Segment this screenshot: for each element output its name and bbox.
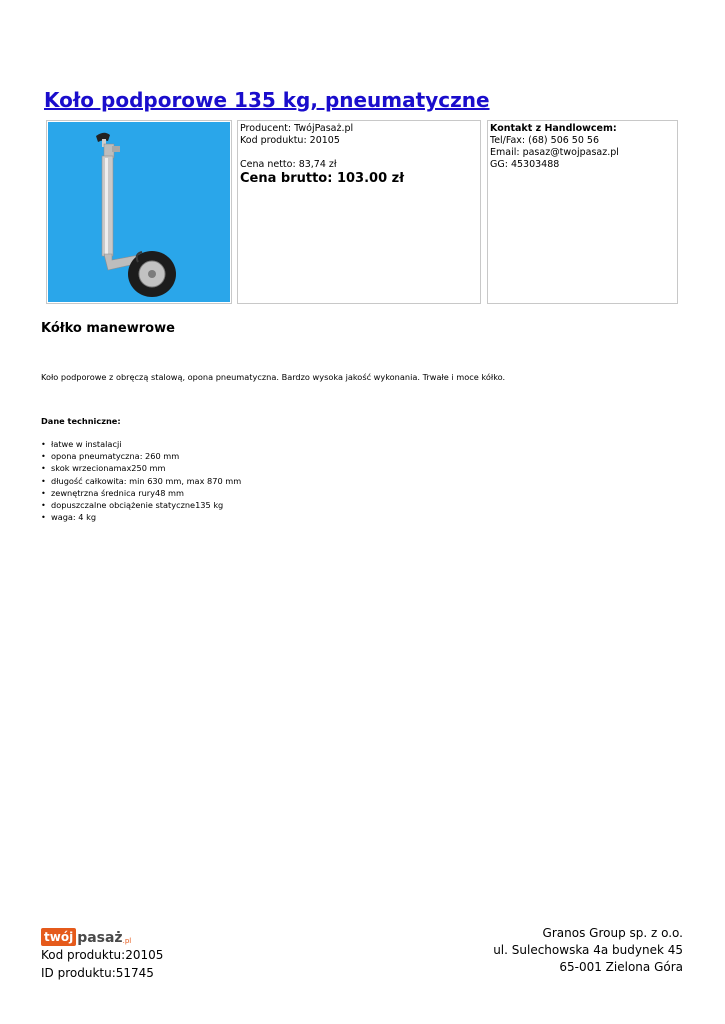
footer-address: [493, 925, 683, 976]
bullet-icon: •: [41, 463, 46, 474]
contact-cell: [487, 120, 678, 304]
contact-email: Email: pasaz@twojpasaz.pl: [490, 147, 619, 158]
contact-phone: Tel/Fax: (68) 506 50 56: [490, 135, 599, 146]
bullet-icon: •: [41, 487, 46, 498]
description-text: Koło podporowe z obręczą stalową, opona pneumatyczna. Bardzo wysoka jakość wykonania. Trwałe i moce kółko.: [41, 372, 506, 382]
product-info-cell: [237, 120, 481, 304]
logo-twoj: twój: [41, 928, 76, 946]
list-item: • łatwe w instalacji: [41, 439, 122, 449]
jockey-wheel-image: [48, 122, 230, 302]
product-image-cell: [46, 120, 232, 304]
tech-specs-list: [41, 438, 241, 523]
company-street: ul. Sulechowska 4a budynek 45: [493, 943, 683, 957]
logo-pasaz: pasaż: [77, 930, 123, 946]
footer-product-code: Kod produktu:20105: [41, 948, 164, 962]
bullet-icon: •: [41, 500, 46, 511]
product-photo: [48, 122, 230, 302]
product-title-link[interactable]: Koło podporowe 135 kg, pneumatyczne: [44, 88, 490, 112]
footer-product-id: ID produktu:51745: [41, 966, 154, 980]
product-code-text: Kod produktu: 20105: [240, 135, 340, 146]
footer-left: [41, 924, 163, 982]
bullet-icon: •: [41, 439, 46, 449]
bullet-icon: •: [41, 451, 46, 462]
producer-text: Producent: TwójPasaż.pl: [240, 123, 354, 134]
list-item: • długość całkowita: min 630 mm, max 870 mm: [41, 475, 242, 486]
company-name: Granos Group sp. z o.o.: [542, 926, 683, 940]
twojpasaz-logo: [41, 924, 163, 946]
list-item: • dopuszczalne obciążenie statyczne135 kg: [41, 500, 224, 511]
list-item: • waga: 4 kg: [41, 512, 97, 523]
description-heading: Kółko manewrowe: [41, 321, 175, 336]
bullet-icon: •: [41, 475, 46, 486]
net-price-text: Cena netto: 83,74 zł: [240, 159, 337, 170]
tech-specs-heading: Dane techniczne:: [41, 416, 121, 426]
logo-pl: .pl: [122, 937, 132, 945]
gross-price-text: Cena brutto: 103.00 zł: [240, 171, 405, 186]
list-item: • zewnętrzna średnica rury48 mm: [41, 487, 184, 498]
bullet-icon: •: [41, 512, 46, 523]
company-city: 65-001 Zielona Góra: [559, 960, 683, 974]
list-item: • opona pneumatyczna: 260 mm: [41, 451, 180, 462]
contact-heading: Kontakt z Handlowcem:: [490, 123, 617, 134]
contact-gg: GG: 45303488: [490, 159, 560, 170]
list-item: • skok wrzecionamax250 mm: [41, 463, 166, 474]
